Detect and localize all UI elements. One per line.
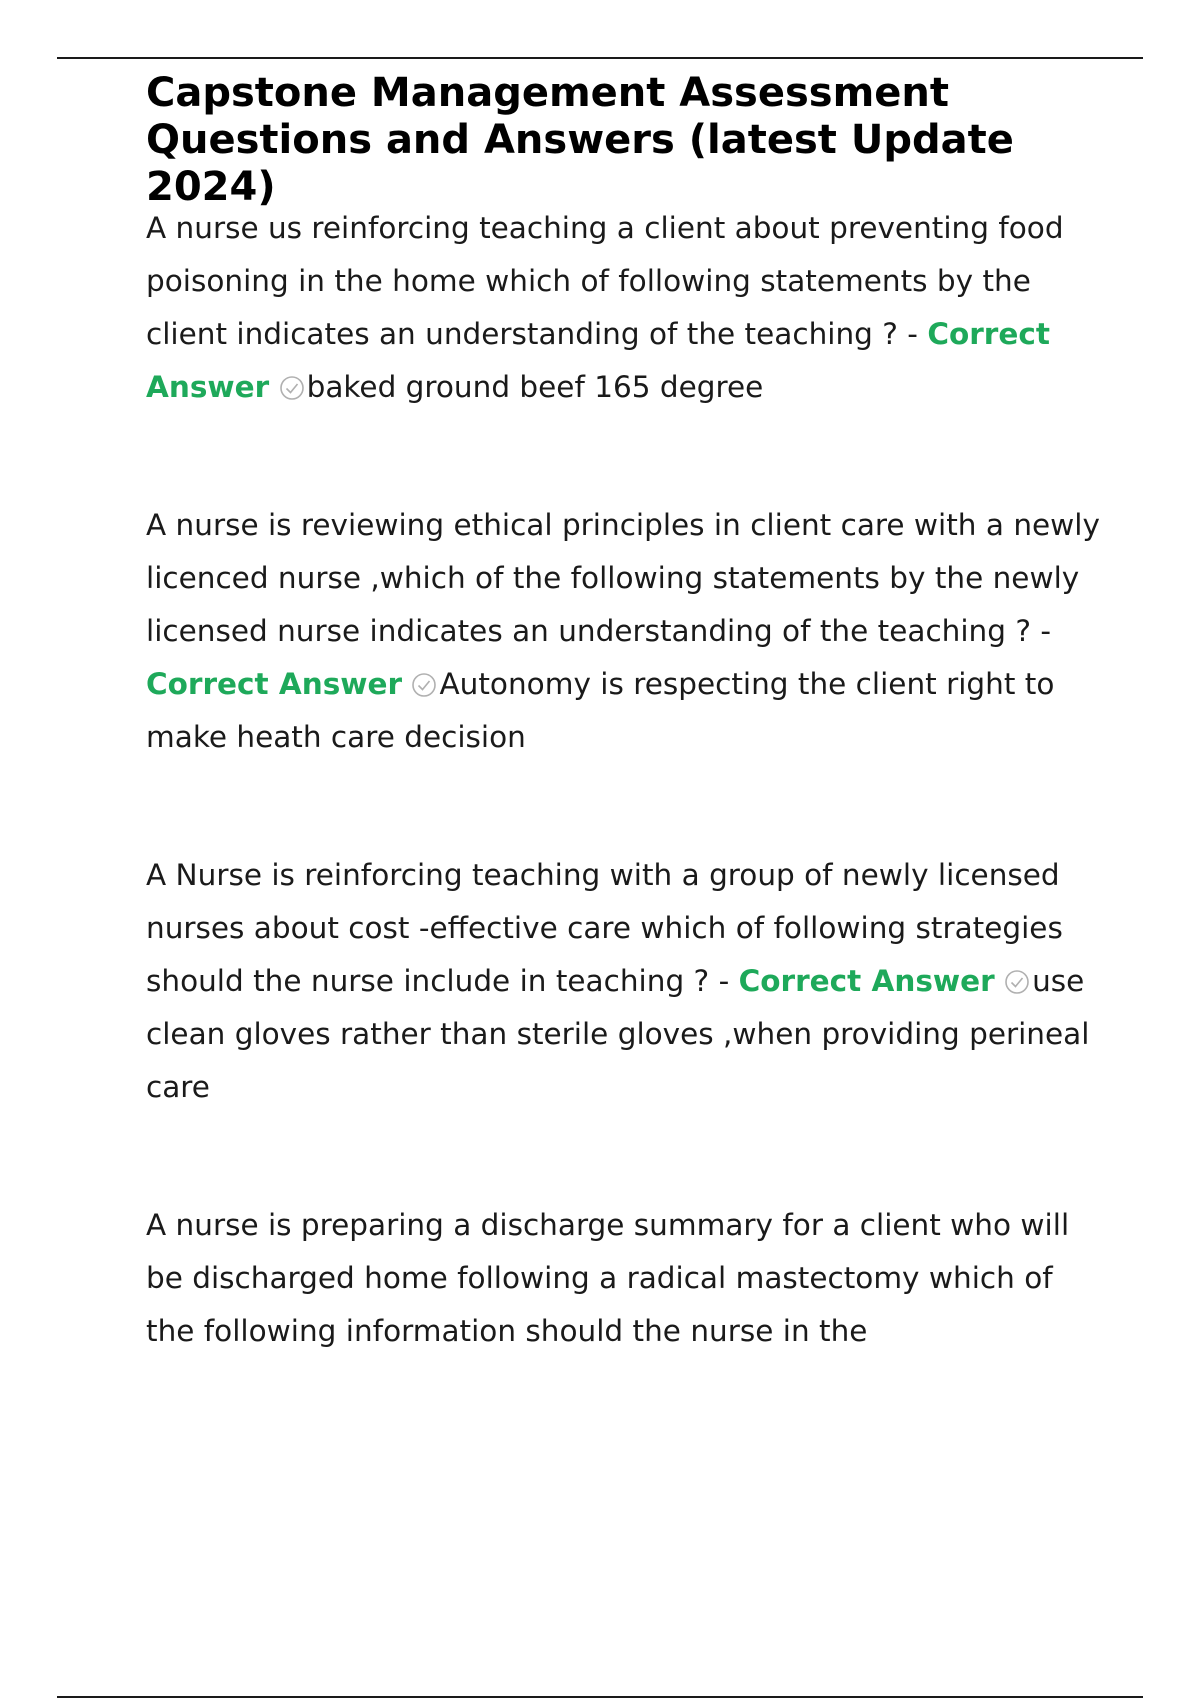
check-circle-icon	[1004, 969, 1030, 995]
answer-text: Autonomy is respecting the client right to make heath care decision	[146, 667, 1055, 754]
question-text: A nurse is reviewing ethical principles in client care with a newly licenced nurse ,which of the following statements by the newly licensed nurse indicates an understanding of the teaching ? -	[146, 508, 1100, 648]
correct-answer-label: Correct Answer	[146, 667, 403, 701]
qa-item-2	[146, 499, 1106, 764]
question-text: A Nurse is reinforcing teaching with a group of newly licensed nurses about cost -effective care which of following strategies should the nurse include in teaching ? -	[146, 858, 1063, 998]
check-circle-icon	[279, 375, 305, 401]
correct-answer-label: Correct Answer	[146, 317, 1050, 404]
check-circle-icon	[411, 672, 437, 698]
qa-item-3	[146, 849, 1106, 1114]
document-title: Capstone Management Assessment Questions and Answers (latest Update 2024)	[146, 70, 1014, 210]
question-text: A nurse is preparing a discharge summary for a client who will be discharged home following a radical mastectomy which of the following information should the nurse in the	[146, 1208, 1070, 1348]
bottom-rule	[57, 1696, 1143, 1698]
qa-item-1	[146, 202, 1106, 414]
qa-item-4	[146, 1199, 1106, 1358]
question-text: A nurse us reinforcing teaching a client about preventing food poisoning in the home which of following statements by the client indicates an understanding of the teaching ? -	[146, 211, 1064, 351]
document-body	[146, 70, 1106, 1358]
answer-text: baked ground beef 165 degree	[306, 370, 764, 404]
top-rule	[57, 57, 1143, 59]
answer-text: use clean gloves rather than sterile gloves ,when providing perineal care	[146, 964, 1090, 1104]
correct-answer-label: Correct Answer	[738, 964, 995, 998]
